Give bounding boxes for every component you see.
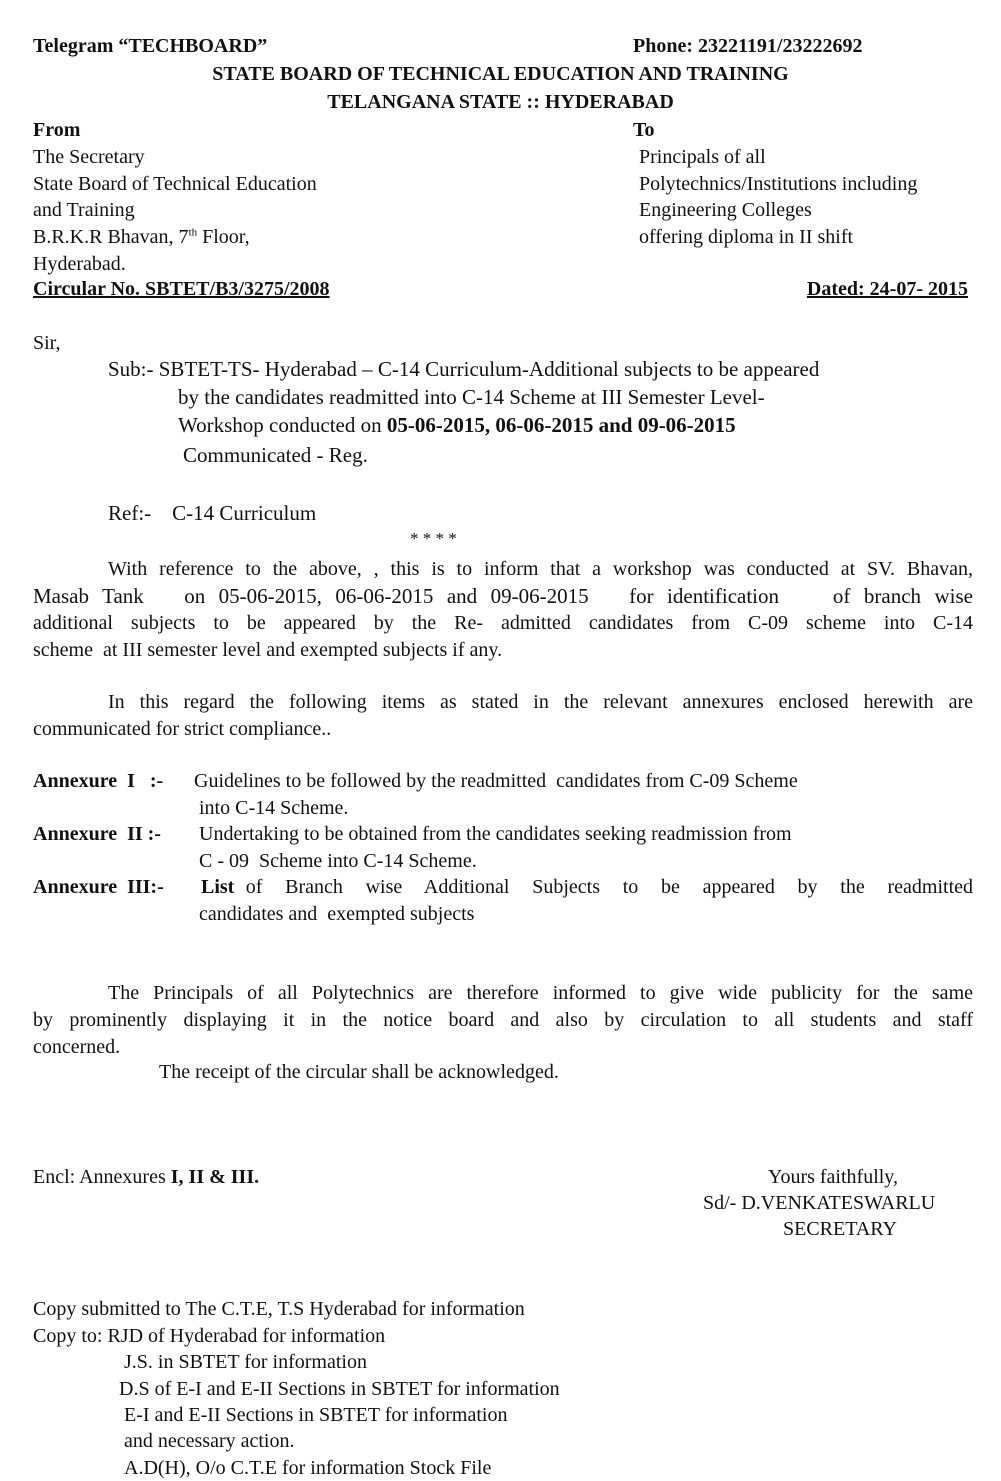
copy-line: A.D(H), O/o C.T.E for information Stock File [124, 1457, 492, 1479]
to-heading: To [633, 119, 655, 141]
paragraph-line: additional subjects to be appeared by the Re- admitted candidates from C-09 scheme into C-14 [33, 612, 973, 634]
circular-date: Dated: 24-07- 2015 [806, 278, 968, 300]
paragraph-line: communicated for strict compliance.. [33, 718, 332, 740]
paragraph-line: by prominently displaying it in the notice board and also by circulation to all students and staff [33, 1009, 973, 1031]
paragraph-line: With reference to the above, , this is to inform that a workshop was conducted at SV. Bhavan, [108, 558, 973, 580]
paragraph-line: scheme at III semester level and exempted subjects if any. [33, 639, 503, 661]
copy-line: D.S of E-I and E-II Sections in SBTET for information [119, 1378, 560, 1400]
org-subtitle: TELANGANA STATE :: HYDERABAD [327, 91, 674, 113]
paragraph-line: In this regard the following items as stated in the relevant annexures enclosed herewith are [108, 691, 973, 713]
signature-title: SECRETARY [783, 1218, 897, 1240]
copy-line: and necessary action. [124, 1430, 295, 1452]
to-line: Principals of all [639, 146, 766, 168]
from-address: B.R.K.R Bhavan, 7th Floor, [33, 226, 250, 248]
subject-line: Workshop conducted on 05-06-2015, 06-06-2015 and 09-06-2015 [178, 413, 736, 437]
separator: * * * * [410, 529, 457, 548]
from-line: The Secretary [33, 146, 145, 168]
enclosure-line: Encl: Annexures I, II & III. [33, 1166, 260, 1188]
annexure-label: Annexure I :- [33, 770, 164, 792]
from-city: Hyderabad. [33, 253, 126, 275]
annexure-text: C - 09 Scheme into C-14 Scheme. [199, 850, 477, 872]
subject-line: Communicated - Reg. [183, 443, 368, 467]
phone-line: Phone: 23221191/23222692 [633, 35, 863, 57]
subject-line: by the candidates readmitted into C-14 Scheme at III Semester Level- [178, 385, 765, 409]
paragraph-line: The Principals of all Polytechnics are therefore informed to give wide publicity for the same [108, 982, 973, 1004]
copy-line: Copy to: RJD of Hyderabad for information [33, 1325, 386, 1347]
from-heading: From [33, 119, 81, 141]
annexure-text: into C-14 Scheme. [199, 797, 349, 819]
annexure-text: candidates and exempted subjects [199, 903, 475, 925]
annexure-text: Undertaking to be obtained from the candidates seeking readmission from [199, 823, 792, 845]
annexure-text: List of Branch wise Additional Subjects to be appeared by the readmitted [201, 876, 973, 898]
annexure-label: Annexure II :- [33, 823, 161, 845]
to-line: offering diploma in II shift [639, 226, 854, 248]
to-line: Polytechnics/Institutions including [639, 173, 918, 195]
org-title: STATE BOARD OF TECHNICAL EDUCATION AND TRAINING [212, 63, 789, 85]
paragraph-line: The receipt of the circular shall be acknowledged. [159, 1061, 559, 1083]
to-line: Engineering Colleges [639, 199, 812, 221]
copy-line: J.S. in SBTET for information [124, 1351, 367, 1373]
circular-number: Circular No. SBTET/B3/3275/2008 [33, 278, 330, 300]
reference-line: Ref:- C-14 Curriculum [108, 501, 317, 525]
annexure-label: Annexure III:- [33, 876, 164, 898]
from-line: State Board of Technical Education [33, 173, 317, 195]
subject-line: Sub:- SBTET-TS- Hyderabad – C-14 Curriculum-Additional subjects to be appeared [108, 357, 820, 381]
from-line: and Training [33, 199, 135, 221]
paragraph-line: Masab Tank on 05-06-2015, 06-06-2015 and 09-06-2015 for identification of branch wise [33, 584, 973, 608]
copy-line: E-I and E-II Sections in SBTET for information [124, 1404, 508, 1426]
signature-closing: Yours faithfully, [768, 1166, 899, 1188]
signature-name: Sd/- D.VENKATESWARLU [703, 1192, 936, 1214]
telegram-line: Telegram “TECHBOARD” [33, 35, 268, 57]
annexure-text: Guidelines to be followed by the readmitted candidates from C-09 Scheme [194, 770, 798, 792]
salutation: Sir, [33, 332, 61, 354]
paragraph-line: concerned. [33, 1036, 121, 1058]
copy-line: Copy submitted to The C.T.E, T.S Hyderabad for information [33, 1298, 525, 1320]
